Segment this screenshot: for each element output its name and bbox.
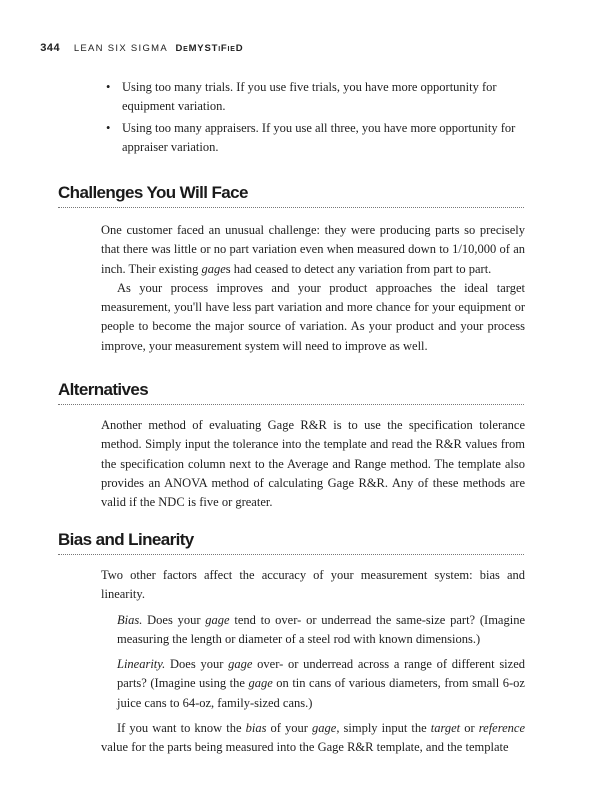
paragraph: Two other factors affect the accuracy of your measurement system: bias and linearity. (101, 568, 525, 602)
paragraph: Another method of evaluating Gage R&R is to use the specification tolerance method. Simply input the tolerance into the template and read the R&R values from the specification column next to the Average and Range method. The template also provides an ANOVA method of calculating Gage R&R. Any of these methods are valid if the NDC is five or greater. (101, 418, 525, 510)
heading-bias-linearity: Bias and Linearity (58, 530, 524, 555)
linearity-definition: Linearity. Does your gage over- or underread across a range of different sized parts? (Imagine using the gage on tin cans of various diameters, from small 6-oz juice cans to 64-oz, family-sized cans.) (117, 657, 526, 710)
bias-body (101, 566, 525, 758)
bullet-item: • Using too many trials. If you use five trials, you have more opportunity for equipment variation. (108, 78, 526, 116)
page-number: 344 (40, 43, 60, 55)
heading-alternatives: Alternatives (58, 380, 524, 405)
bullet-list (108, 78, 526, 160)
paragraph: As your process improves and your product approaches the ideal target measurement, you'll have less part variation and more chance for your equipment or people to become the major source of variation. As your product and your process improve, your measurement system will need to improve as well. (101, 280, 525, 353)
book-subtitle: DeMYSTiFieD (175, 43, 244, 54)
alternatives-body (101, 416, 525, 512)
book-title: LEAN SIX SIGMA (73, 43, 168, 54)
bias-definition: Bias. Does your gage tend to over- or underread the same-size part? (Imagine measuring the length or diameter of a steel rod with known dimensions.) (117, 612, 525, 646)
paragraph: One customer faced an unusual challenge: they were producing parts so precisely that there was little or no part variation even when measured down to 1/10,000 of an inch. Their existing gages had ceased to detect any variation from part to part. (101, 223, 525, 276)
running-header (40, 43, 243, 55)
bullet-item: • Using too many appraisers. If you use all three, you have more opportunity for appraiser variation. (108, 119, 526, 157)
challenges-body (101, 221, 525, 356)
paragraph: If you want to know the bias of your gage, simply input the target or reference value for the parts being measured into the Gage R&R template, and the template (101, 721, 526, 755)
heading-challenges: Challenges You Will Face (58, 183, 524, 208)
